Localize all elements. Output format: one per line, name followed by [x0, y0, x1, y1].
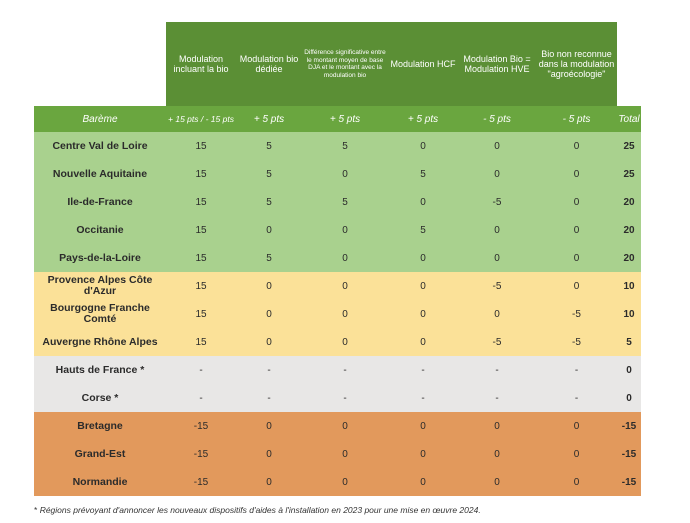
- score-cell: 0: [536, 244, 617, 272]
- modulation-table-container: [34, 22, 640, 496]
- region-name: Grand-Est: [34, 440, 166, 468]
- region-name: Bretagne: [34, 412, 166, 440]
- score-cell: -: [166, 356, 236, 384]
- score-cell: 0: [536, 468, 617, 496]
- bareme-row: [34, 106, 641, 132]
- footnote-text: Régions prévoyant d'annoncer les nouveaux dispositifs d'aides à l'installation en 2023 pour une mise en œuvre 2024.: [39, 505, 481, 515]
- score-cell: -: [536, 356, 617, 384]
- score-cell: 5: [388, 160, 458, 188]
- region-name: Occitanie: [34, 216, 166, 244]
- modulation-table: [34, 22, 641, 496]
- score-cell: -: [458, 384, 536, 412]
- score-cell: 5: [236, 132, 302, 160]
- score-cell: 0: [302, 412, 388, 440]
- score-cell: 0: [236, 216, 302, 244]
- score-cell: 5: [236, 160, 302, 188]
- score-cell: 0: [302, 272, 388, 300]
- score-cell: 0: [236, 328, 302, 356]
- score-cell: 0: [388, 412, 458, 440]
- bareme-value: + 5 pts: [302, 106, 388, 132]
- region-name: Nouvelle Aquitaine: [34, 160, 166, 188]
- bareme-value: + 15 pts / - 15 pts: [166, 106, 236, 132]
- total-cell: 0: [617, 384, 641, 412]
- bareme-value: - 5 pts: [458, 106, 536, 132]
- table-row: [34, 132, 641, 160]
- score-cell: 15: [166, 272, 236, 300]
- score-cell: 0: [458, 132, 536, 160]
- region-name: Corse *: [34, 384, 166, 412]
- table-row: [34, 440, 641, 468]
- score-cell: 0: [302, 244, 388, 272]
- header-bio-non-reconnue: Bio non reconnue dans la modulation "agroécologie": [536, 22, 617, 106]
- total-cell: 5: [617, 328, 641, 356]
- score-cell: 0: [388, 328, 458, 356]
- score-cell: -: [302, 384, 388, 412]
- total-cell: -15: [617, 468, 641, 496]
- score-cell: 0: [388, 188, 458, 216]
- header-corner: [34, 22, 166, 106]
- region-name: Pays-de-la-Loire: [34, 244, 166, 272]
- score-cell: -: [236, 384, 302, 412]
- region-name: Bourgogne Franche Comté: [34, 300, 166, 328]
- score-cell: 0: [536, 160, 617, 188]
- total-cell: 10: [617, 272, 641, 300]
- score-cell: -: [536, 384, 617, 412]
- score-cell: -: [458, 356, 536, 384]
- score-cell: 0: [388, 440, 458, 468]
- score-cell: 0: [458, 440, 536, 468]
- score-cell: 5: [302, 132, 388, 160]
- region-name: Auvergne Rhône Alpes: [34, 328, 166, 356]
- score-cell: 0: [302, 300, 388, 328]
- table-row: [34, 412, 641, 440]
- score-cell: 0: [458, 412, 536, 440]
- table-row: [34, 244, 641, 272]
- bareme-value: - 5 pts: [536, 106, 617, 132]
- score-cell: 0: [536, 188, 617, 216]
- score-cell: 15: [166, 328, 236, 356]
- score-cell: 5: [236, 244, 302, 272]
- score-cell: -: [302, 356, 388, 384]
- total-cell: 20: [617, 216, 641, 244]
- total-cell: -15: [617, 412, 641, 440]
- region-name: Centre Val de Loire: [34, 132, 166, 160]
- score-cell: 0: [458, 216, 536, 244]
- region-name: Ile-de-France: [34, 188, 166, 216]
- score-cell: 5: [302, 188, 388, 216]
- score-cell: -15: [166, 412, 236, 440]
- score-cell: 0: [302, 468, 388, 496]
- header-difference-significative: Différence significative entre le montant moyen de base DJA et le montant avec la modulation bio: [302, 22, 388, 106]
- score-cell: 0: [458, 160, 536, 188]
- score-cell: 0: [236, 272, 302, 300]
- header-modulation-hve: Modulation Bio = Modulation HVE: [458, 22, 536, 106]
- score-cell: 15: [166, 160, 236, 188]
- region-name: Hauts de France *: [34, 356, 166, 384]
- score-cell: 0: [388, 272, 458, 300]
- footnote: [34, 505, 481, 515]
- region-name: Normandie: [34, 468, 166, 496]
- score-cell: 0: [458, 468, 536, 496]
- score-cell: 0: [236, 468, 302, 496]
- score-cell: 0: [388, 244, 458, 272]
- score-cell: 15: [166, 244, 236, 272]
- table-row: [34, 188, 641, 216]
- score-cell: -5: [536, 300, 617, 328]
- score-cell: 0: [236, 440, 302, 468]
- total-cell: 25: [617, 132, 641, 160]
- total-cell: 20: [617, 188, 641, 216]
- score-cell: 5: [236, 188, 302, 216]
- score-cell: 15: [166, 216, 236, 244]
- score-cell: -: [388, 356, 458, 384]
- total-cell: -15: [617, 440, 641, 468]
- total-cell: 10: [617, 300, 641, 328]
- score-cell: 0: [236, 300, 302, 328]
- score-cell: 0: [388, 468, 458, 496]
- bareme-value: + 5 pts: [388, 106, 458, 132]
- score-cell: 0: [236, 412, 302, 440]
- score-cell: 0: [536, 132, 617, 160]
- score-cell: -: [388, 384, 458, 412]
- table-row: [34, 160, 641, 188]
- table-row: [34, 300, 641, 328]
- score-cell: -5: [458, 328, 536, 356]
- footnote-star: *: [34, 505, 38, 515]
- table-row: [34, 216, 641, 244]
- table-row: [34, 272, 641, 300]
- total-cell: 20: [617, 244, 641, 272]
- score-cell: 5: [388, 216, 458, 244]
- bareme-value: + 5 pts: [236, 106, 302, 132]
- total-cell: 0: [617, 356, 641, 384]
- score-cell: 15: [166, 132, 236, 160]
- score-cell: 0: [458, 300, 536, 328]
- score-cell: -: [166, 384, 236, 412]
- score-cell: -: [236, 356, 302, 384]
- table-row: [34, 328, 641, 356]
- score-cell: 0: [536, 440, 617, 468]
- score-cell: 0: [388, 132, 458, 160]
- bareme-label: Barème: [34, 106, 166, 132]
- score-cell: 0: [302, 160, 388, 188]
- header-modulation-bio: Modulation incluant la bio: [166, 22, 236, 106]
- score-cell: 0: [388, 300, 458, 328]
- bareme-total-label: Total: [617, 106, 641, 132]
- table-row: [34, 384, 641, 412]
- header-row: [34, 22, 641, 106]
- total-cell: 25: [617, 160, 641, 188]
- region-name: Provence Alpes Côte d'Azur: [34, 272, 166, 300]
- score-cell: 0: [302, 328, 388, 356]
- header-modulation-hcf: Modulation HCF: [388, 22, 458, 106]
- score-cell: -15: [166, 440, 236, 468]
- score-cell: 15: [166, 300, 236, 328]
- table-row: [34, 356, 641, 384]
- score-cell: 0: [458, 244, 536, 272]
- score-cell: -5: [536, 328, 617, 356]
- score-cell: 0: [536, 272, 617, 300]
- score-cell: 0: [536, 412, 617, 440]
- score-cell: 15: [166, 188, 236, 216]
- header-total-spacer: [617, 22, 641, 106]
- header-modulation-bio-dediee: Modulation bio dédiée: [236, 22, 302, 106]
- table-row: [34, 468, 641, 496]
- score-cell: 0: [302, 440, 388, 468]
- score-cell: -5: [458, 188, 536, 216]
- score-cell: -5: [458, 272, 536, 300]
- score-cell: 0: [302, 216, 388, 244]
- score-cell: 0: [536, 216, 617, 244]
- score-cell: -15: [166, 468, 236, 496]
